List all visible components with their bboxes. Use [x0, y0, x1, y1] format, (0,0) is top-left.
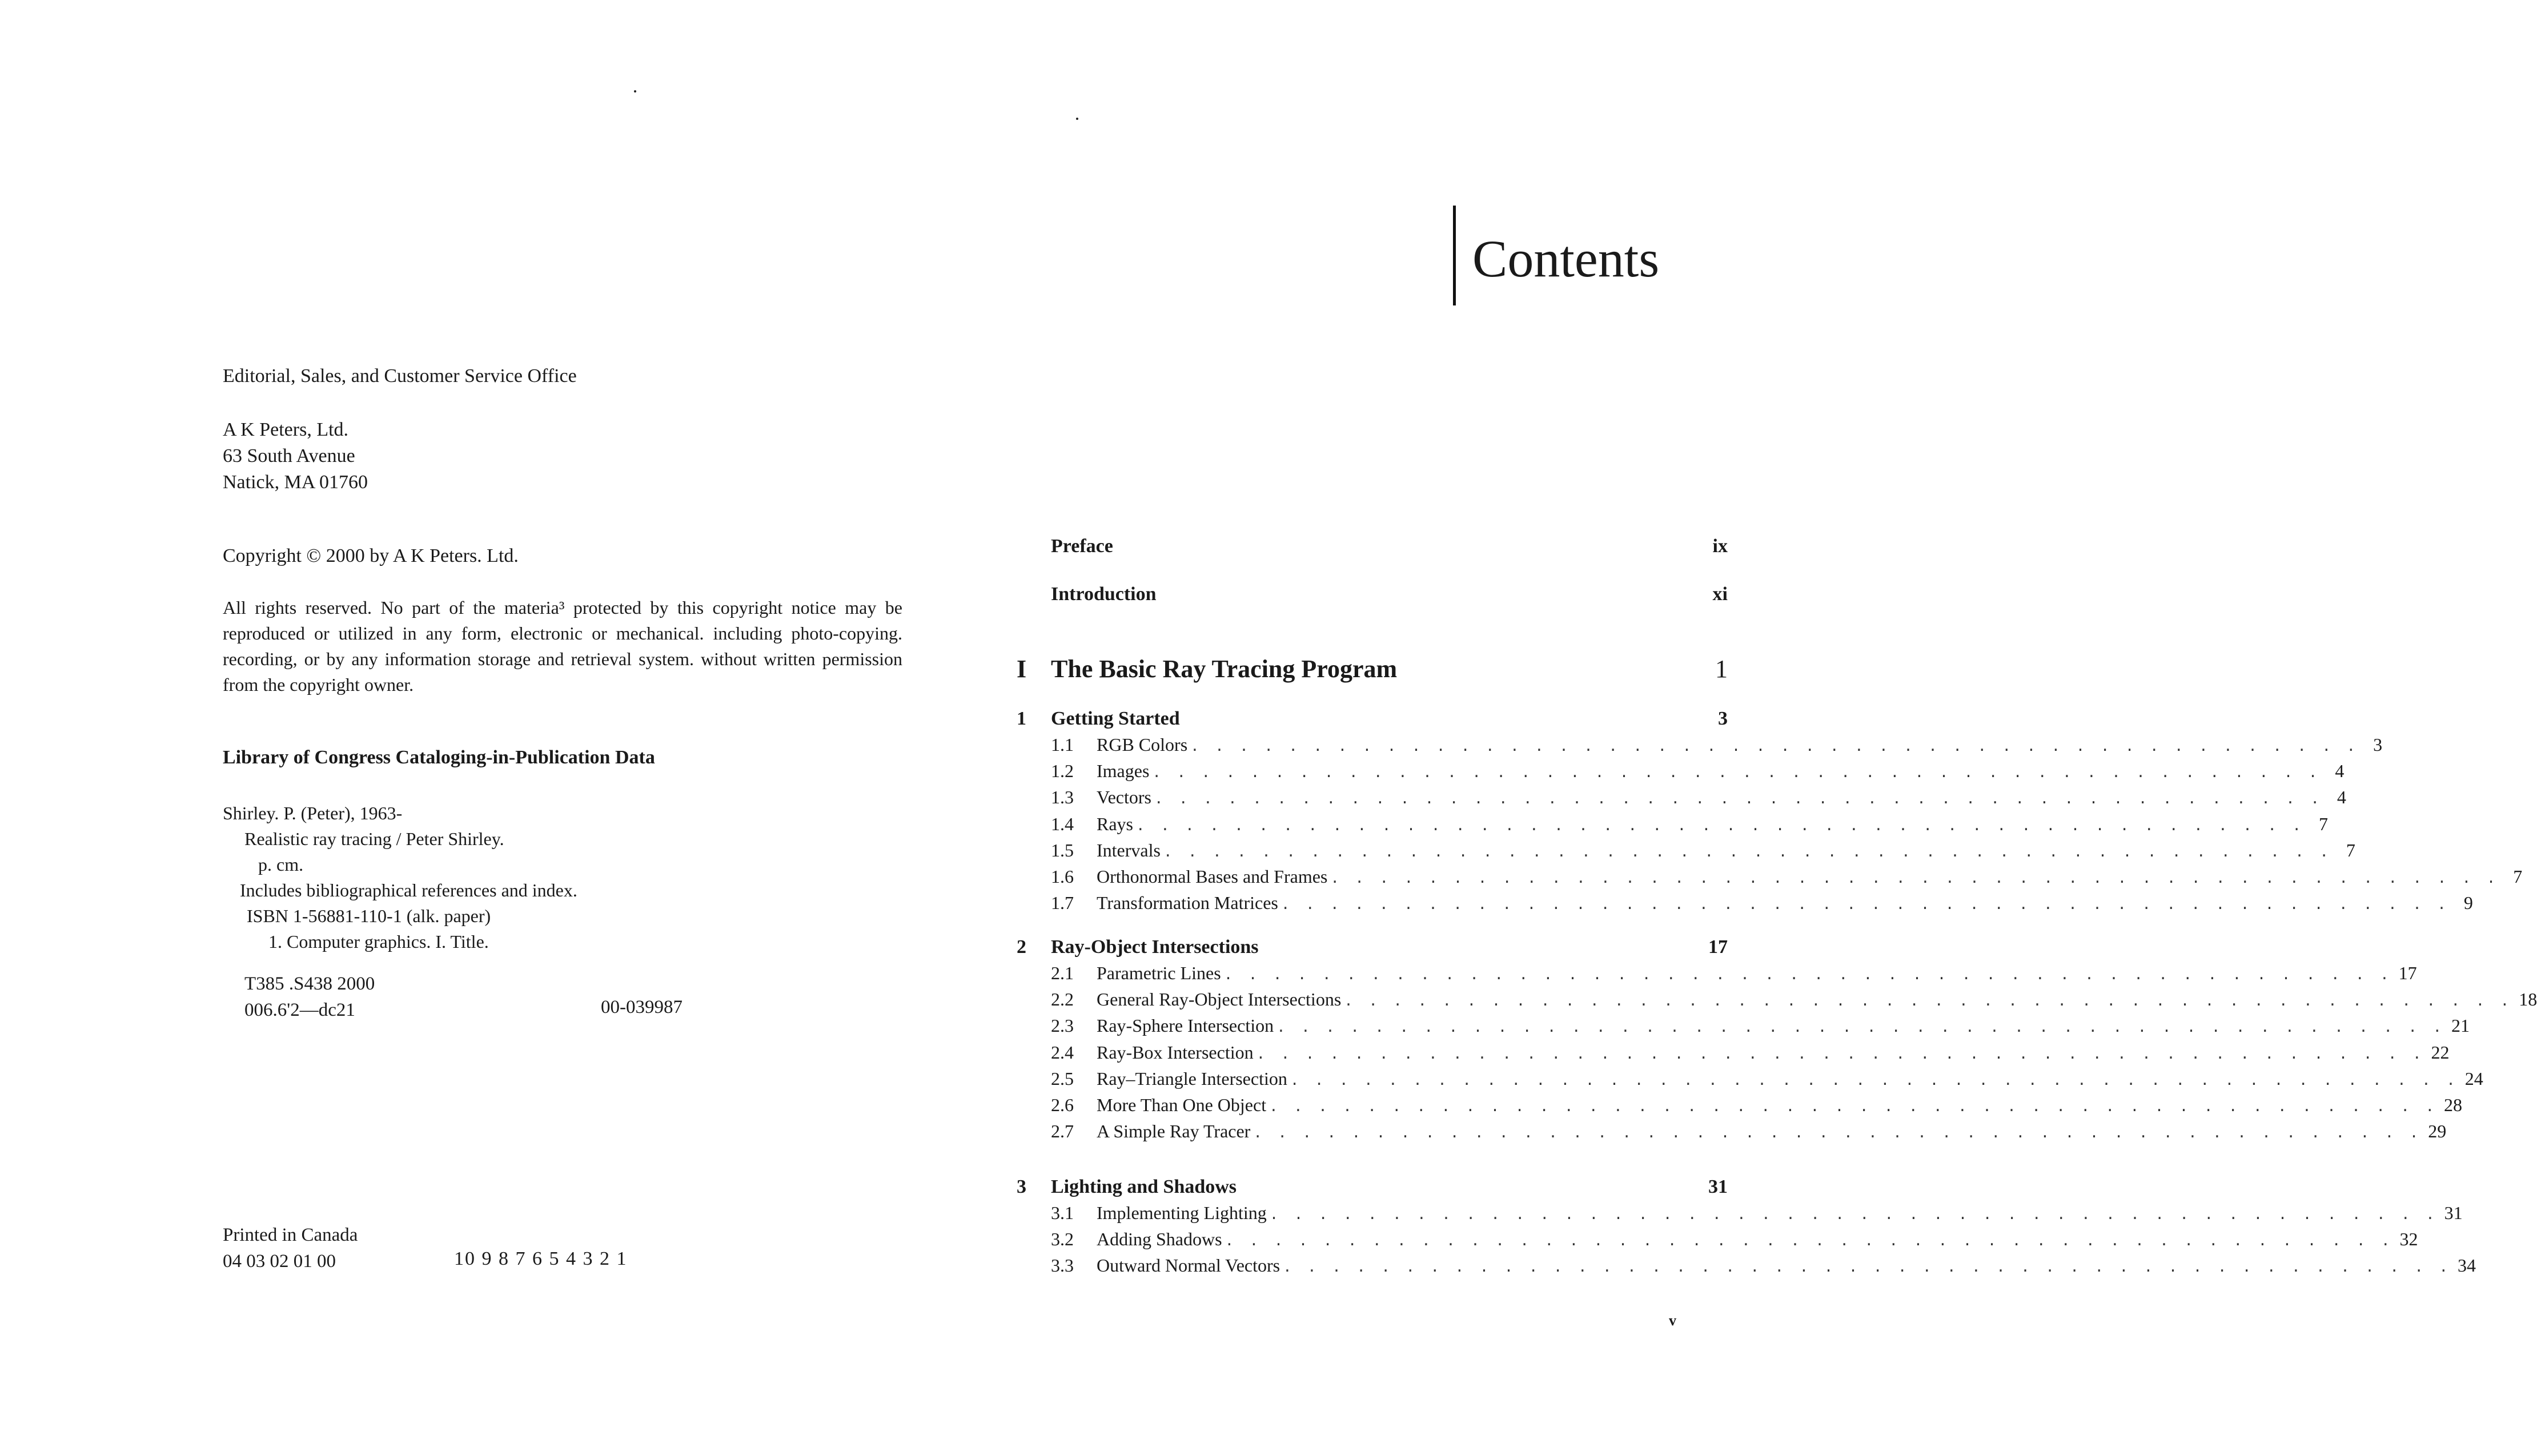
toc-entry-page: 4 [2337, 787, 2346, 807]
dot-leader: . . . . . . . . . . . . . . . . . . . . . . . . . . . . . . . . . . . . . . . . . . . . . . . . [1271, 1096, 2440, 1116]
toc-entry-number: 2.2 [1051, 989, 1074, 1009]
toc-entry-number: 2 [1017, 936, 1026, 958]
toc-entry-page: 22 [2431, 1042, 2450, 1063]
toc-entry-page: 7 [2318, 814, 2328, 834]
dot-leader: . . . . . . . . . . . . . . . . . . . . . . . . . . . . . . . . . . . . . . . . . . . . . . . . [1278, 1016, 2447, 1036]
toc-entry-title: Ray–Triangle Intersection [1097, 1068, 1287, 1089]
toc-section-entry[interactable] [1017, 1229, 2418, 1250]
toc-entry-title: More Than One Object [1097, 1095, 1267, 1115]
toc-entry-number: 1.6 [1051, 866, 1074, 887]
toc-entry-page: 29 [2428, 1121, 2447, 1141]
toc-entry-number: 3.3 [1051, 1255, 1074, 1276]
dot-leader: . . . . . . . . . . . . . . . . . . . . . . . . . . . . . . . . . . . . . . . . . . . . . . . . [1282, 894, 2451, 914]
toc-entry-page: 32 [2399, 1229, 2418, 1249]
dot-leader: . . . . . . . . . . . . . . . . . . . . . . . . . . . . . . . . . . . . . . . . . . . . . . . . [1255, 1122, 2424, 1142]
call-number-line: 006.6'2—dc21 [244, 1000, 355, 1020]
toc-entry-title: Ray-Object Intersections [1051, 936, 1259, 958]
toc-entry-title: Preface [1051, 536, 1113, 557]
toc-entry-title: Intervals [1097, 840, 1161, 860]
toc-section-entry[interactable] [1017, 892, 2473, 914]
toc-entry-number: 2.4 [1051, 1042, 1074, 1063]
toc-entry-title: Adding Shadows [1097, 1229, 1222, 1249]
toc-entry-page: 31 [2444, 1202, 2463, 1223]
publisher-address [223, 417, 368, 496]
page-number: v [1669, 1312, 1676, 1329]
toc-entry-page: 1 [1715, 655, 1728, 683]
toc-entry-page: ix [1712, 536, 1728, 557]
toc-entry-number: 3 [1017, 1176, 1026, 1197]
toc-entry-title: General Ray-Object Intersections [1097, 989, 1342, 1009]
dot-leader: . . . . . . . . . . . . . . . . . . . . . . . . . . . . . . . . . . . . . . . . . . . . . . . . [1291, 1069, 2460, 1089]
toc-entry-number: 1.7 [1051, 892, 1074, 913]
contents-page [948, 0, 2537, 1456]
toc-section-entry[interactable] [1017, 761, 2345, 782]
toc-entry-page: xi [1712, 584, 1728, 605]
dot-leader: . . . . . . . . . . . . . . . . . . . . . . . . . . . . . . . . . . . . . . . . . . . . . . . . [1258, 1043, 2427, 1063]
toc-entry-title: Getting Started [1051, 708, 1180, 729]
office-heading: Editorial, Sales, and Customer Service Office [223, 365, 577, 387]
cip-line: Includes bibliographical references and index. [240, 880, 577, 900]
toc-entry-title: Vectors [1097, 787, 1151, 807]
toc-entry-title: A Simple Ray Tracer [1097, 1121, 1251, 1141]
toc-section-entry[interactable] [1017, 1015, 2470, 1036]
cip-heading: Library of Congress Cataloging-in-Publication Data [223, 747, 655, 768]
toc-entry-title: Parametric Lines [1097, 963, 1221, 983]
cip-line: p. cm. [258, 854, 304, 875]
toc-entry-page: 7 [2346, 840, 2355, 860]
toc-entry-number: 3.1 [1051, 1202, 1074, 1223]
rights-statement: All rights reserved. No part of the materia³ protected by this copyright notice may be reproduced or utilized in any form, electronic or mechanical. including photo-copying. recording, or by any information storage and retrieval system. without written permission from the copyright owner. [223, 597, 902, 695]
page-title: Contents [1472, 230, 1660, 288]
call-number [244, 971, 375, 1023]
toc-entry-title: Outward Normal Vectors [1097, 1255, 1280, 1276]
address-line: Natick, MA 01760 [223, 472, 368, 493]
toc-entry-title: Ray-Sphere Intersection [1097, 1015, 1274, 1036]
toc-entry-title: Implementing Lighting [1097, 1202, 1267, 1223]
toc-entry-page: 3 [1718, 708, 1728, 729]
toc-entry-page: 4 [2335, 761, 2345, 781]
toc-entry-title: Lighting and Shadows [1051, 1176, 1237, 1197]
toc-entry-page: 17 [2398, 963, 2417, 983]
toc-entry-number: 2.6 [1051, 1095, 1074, 1115]
cip-line: Shirley. P. (Peter), 1963- [223, 803, 403, 823]
toc-entry-title: Images [1097, 761, 1150, 781]
toc-entry-number: 2.5 [1051, 1068, 1074, 1089]
address-line: 63 South Avenue [223, 445, 355, 466]
toc-entry-number: 1.1 [1051, 734, 1074, 755]
toc-entry-title: Introduction [1051, 584, 1157, 605]
dot-leader: . . . . . . . . . . . . . . . . . . . . . . . . . . . . . . . . . . . . . . . . . . . . . . . . [1271, 1204, 2440, 1224]
printed-location: Printed in Canada [223, 1225, 358, 1245]
toc-section-entry[interactable] [1017, 787, 2346, 808]
toc-entry-number: 1.2 [1051, 761, 1074, 781]
dot-leader: . . . . . . . . . . . . . . . . . . . . . . . . . . . . . . . . . . . . . . . . . . . . . . . . [1284, 1256, 2454, 1276]
toc-entry-title: Ray-Box Intersection [1097, 1042, 1254, 1063]
toc-entry-page: 3 [2373, 734, 2383, 755]
scan-speck [1076, 118, 1078, 120]
toc-entry-number: 1 [1017, 708, 1026, 729]
toc-chapter-entry[interactable] [1017, 1176, 1728, 1198]
toc-entry-page: 34 [2458, 1255, 2476, 1276]
toc-entry-title: RGB Colors [1097, 734, 1188, 755]
toc-front-entry[interactable] [1017, 584, 1728, 605]
copyright-page [0, 0, 948, 1456]
toc-section-entry[interactable] [1017, 963, 2417, 984]
address-line: A K Peters, Ltd. [223, 419, 349, 440]
toc-entry-number: 2.7 [1051, 1121, 1074, 1141]
toc-entry-title: Transformation Matrices [1097, 892, 1278, 913]
printing-info [223, 1222, 358, 1274]
toc-entry-number: 2.3 [1051, 1015, 1074, 1036]
toc-entry-page: 18 [2519, 989, 2537, 1009]
dot-leader: . . . . . . . . . . . . . . . . . . . . . . . . . . . . . . . . . . . . . . . . . . . . . . . . [1155, 788, 2325, 808]
toc-entry-page: 17 [1708, 936, 1728, 958]
toc-entry-number: 3.2 [1051, 1229, 1074, 1249]
control-number: 00-039987 [601, 997, 683, 1017]
dot-leader: . . . . . . . . . . . . . . . . . . . . . . . . . . . . . . . . . . . . . . . . . . . . . . . . [1226, 1230, 2395, 1250]
cip-data [223, 801, 577, 955]
toc-entry-title: Orthonormal Bases and Frames [1097, 866, 1328, 887]
toc-entry-page: 7 [2513, 866, 2523, 887]
toc-chapter-entry[interactable] [1017, 708, 1728, 730]
toc-part-entry[interactable] [1017, 654, 1728, 683]
toc-entry-page: 24 [2464, 1068, 2483, 1089]
toc-section-entry[interactable] [1017, 1042, 2450, 1063]
toc-entry-number: I [1017, 655, 1027, 683]
toc-section-entry[interactable] [1017, 1068, 2483, 1089]
dot-leader: . . . . . . . . . . . . . . . . . . . . . . . . . . . . . . . . . . . . . . . . . . . . . . . . [1138, 815, 2306, 835]
toc-entry-page: 28 [2444, 1095, 2463, 1115]
toc-section-entry[interactable] [1017, 1121, 2447, 1142]
toc-section-entry[interactable] [1017, 814, 2328, 835]
toc-chapter-entry[interactable] [1017, 936, 1728, 958]
toc-section-entry[interactable] [1017, 840, 2355, 861]
toc-entry-page: 21 [2451, 1015, 2470, 1036]
dot-leader: . . . . . . . . . . . . . . . . . . . . . . . . . . . . . . . . . . . . . . . . . . . . . . . . [1165, 841, 2334, 861]
toc-entry-page: 9 [2463, 892, 2473, 913]
toc-entry-number: 2.1 [1051, 963, 1074, 983]
toc-section-entry[interactable] [1017, 866, 2523, 887]
toc-front-entry[interactable] [1017, 536, 1728, 557]
call-number-line: T385 .S438 2000 [244, 974, 375, 994]
toc-entry-title: The Basic Ray Tracing Program [1051, 655, 1398, 683]
dot-leader: . . . . . . . . . . . . . . . . . . . . . . . . . . . . . . . . . . . . . . . . . . . . . . . . [1346, 990, 2515, 1010]
cip-line: ISBN 1-56881-110-1 (alk. paper) [247, 906, 491, 926]
toc-section-entry[interactable] [1017, 1095, 2463, 1116]
dot-leader: . . . . . . . . . . . . . . . . . . . . . . . . . . . . . . . . . . . . . . . . . . . . . . . . [1154, 762, 2323, 782]
toc-entry-number: 1.5 [1051, 840, 1074, 860]
cip-line: Realistic ray tracing / Peter Shirley. [244, 828, 504, 849]
scan-speck [634, 90, 636, 92]
dot-leader: . . . . . . . . . . . . . . . . . . . . . . . . . . . . . . . . . . . . . . . . . . . . . . . . [1225, 964, 2394, 984]
cip-line: 1. Computer graphics. I. Title. [268, 931, 489, 952]
print-number-line: 10 9 8 7 6 5 4 3 2 1 [454, 1248, 628, 1269]
dot-leader: . . . . . . . . . . . . . . . . . . . . . . . . . . . . . . . . . . . . . . . . . . . . . . . . [1332, 867, 2501, 887]
copyright-notice: Copyright © 2000 by A K Peters. Ltd. [223, 545, 519, 566]
printing-years: 04 03 02 01 00 [223, 1251, 336, 1272]
toc-section-entry[interactable] [1017, 1255, 2476, 1276]
table-of-contents [948, 0, 2537, 1456]
toc-entry-number: 1.4 [1051, 814, 1074, 834]
toc-section-entry[interactable] [1017, 1202, 2463, 1224]
toc-section-entry[interactable] [1017, 989, 2537, 1010]
toc-section-entry[interactable] [1017, 734, 2383, 755]
toc-entry-number: 1.3 [1051, 787, 1074, 807]
toc-entry-title: Rays [1097, 814, 1133, 834]
dot-leader: . . . . . . . . . . . . . . . . . . . . . . . . . . . . . . . . . . . . . . . . . . . . . . . . [1192, 735, 2361, 755]
toc-entry-page: 31 [1708, 1176, 1728, 1197]
